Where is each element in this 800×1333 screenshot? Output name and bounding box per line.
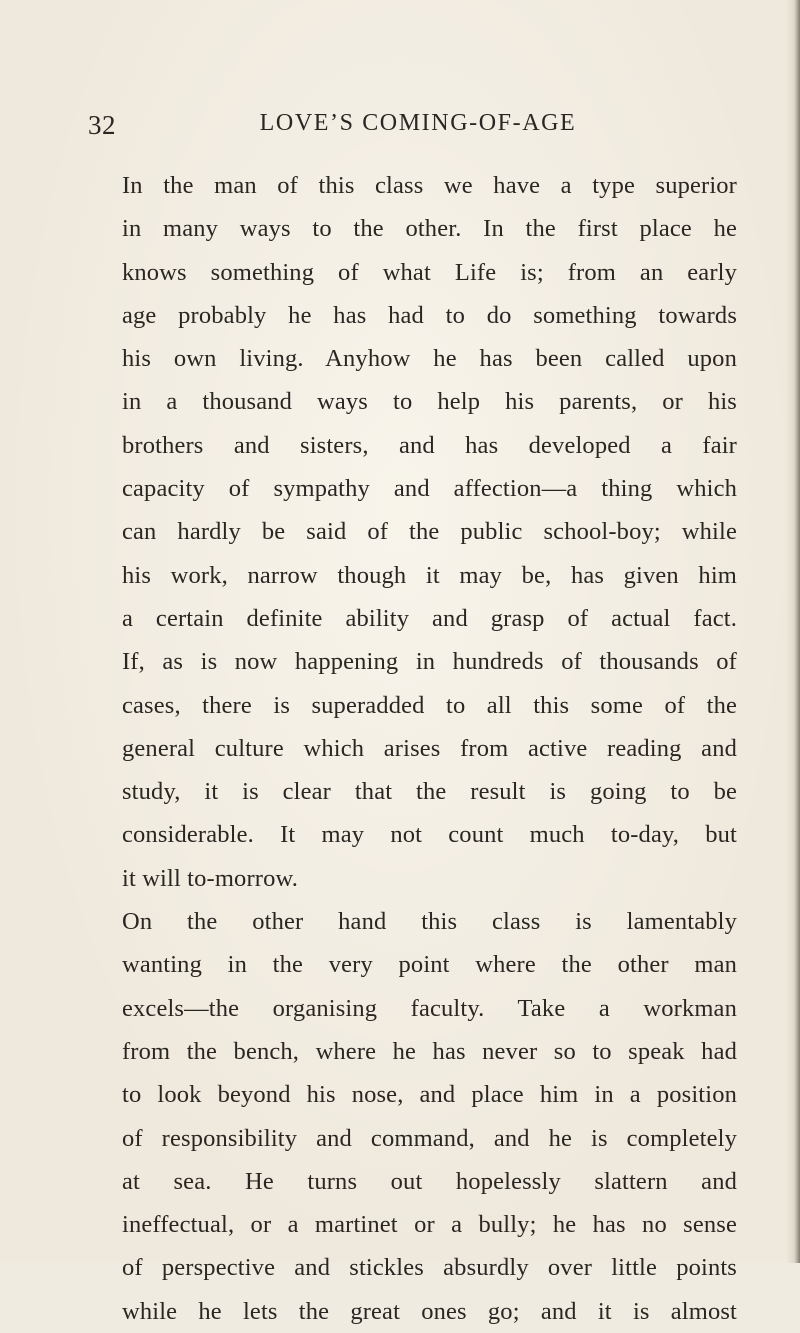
text-line: In the man of this class we have a type superior xyxy=(122,172,737,199)
text-line: his own living. Anyhow he has been called upon xyxy=(122,345,737,373)
body-text xyxy=(122,164,737,1333)
text-line: in many ways to the other. In the first place he xyxy=(122,215,737,243)
text-line: at sea. He turns out hopelessly slattern and xyxy=(122,1167,737,1195)
text-line: age probably he has had to do something towards xyxy=(122,301,737,329)
text-line: If, as is now happening in hundreds of thousands of xyxy=(122,648,737,676)
text-line: can hardly be said of the public school-boy; while xyxy=(122,518,737,546)
text-line-paragraph-end: it will to-morrow. xyxy=(122,864,298,892)
text-line: study, it is clear that the result is going to be xyxy=(122,778,737,806)
text-line: brothers and sisters, and has developed a fair xyxy=(122,431,737,459)
text-line: to look beyond his nose, and place him in a position xyxy=(122,1081,737,1109)
text-line: in a thousand ways to help his parents, or his xyxy=(122,388,737,416)
text-line-paragraph-start: On the other hand this class is lamentably xyxy=(122,908,737,936)
text-line: from the bench, where he has never so to speak had xyxy=(122,1037,737,1065)
text-line: cases, there is superadded to all this some of the xyxy=(122,691,737,719)
text-line: considerable. It may not count much to-day, but xyxy=(122,821,737,849)
text-line: general culture which arises from active reading and xyxy=(122,734,737,762)
running-title: LOVE’S COMING-OF-AGE xyxy=(259,110,577,136)
text-line: ineffectual, or a martinet or a bully; he has no sense xyxy=(122,1211,737,1239)
running-head xyxy=(88,110,748,150)
text-line: knows something of what Life is; from an early xyxy=(122,258,737,286)
text-line: his work, narrow though it may be, has given him xyxy=(122,561,737,589)
text-line: of perspective and stickles absurdly over little points xyxy=(122,1254,737,1282)
text-line: capacity of sympathy and affection—a thing which xyxy=(122,475,737,503)
text-line: wanting in the very point where the other man xyxy=(122,951,737,979)
page-number: 32 xyxy=(88,110,116,140)
text-line: of responsibility and command, and he is completely xyxy=(122,1124,737,1152)
page-edge-shadow xyxy=(786,0,800,1263)
text-line: a certain definite ability and grasp of actual fact. xyxy=(122,604,737,632)
text-line: while he lets the great ones go; and it is almost xyxy=(122,1297,737,1325)
text-line: excels—the organising faculty. Take a workman xyxy=(122,994,737,1022)
